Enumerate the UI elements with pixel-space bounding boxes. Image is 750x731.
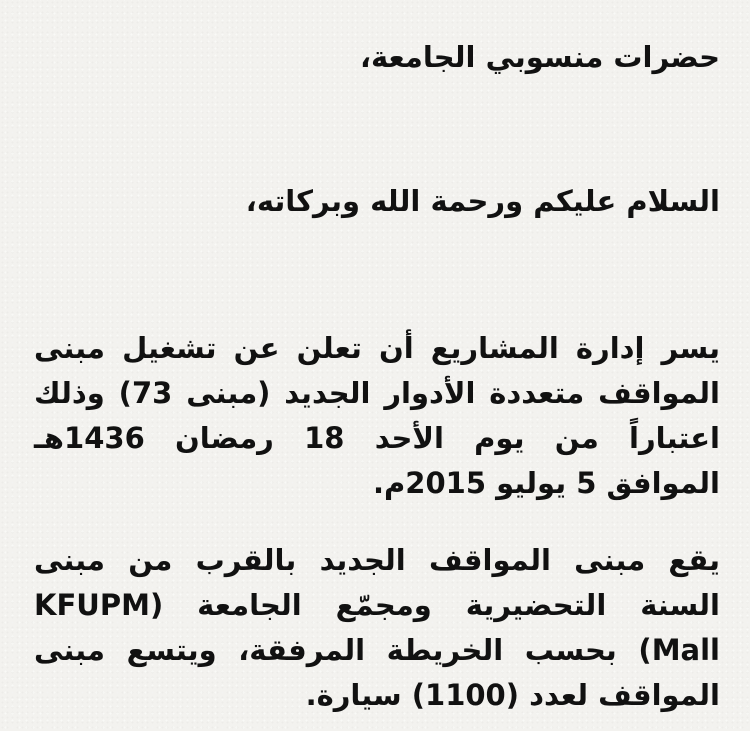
paragraph-line: المواقف متعددة الأدوار الجديد (مبنى 73) وذلك: [34, 376, 720, 410]
salutation-line: حضرات منسوبي الجامعة،: [359, 40, 720, 74]
paragraph-line: السنة التحضيرية ومجمّع الجامعة (KFUPM: [34, 588, 720, 622]
paragraph-line: يسر إدارة المشاريع أن تعلن عن تشغيل مبنى: [34, 331, 720, 365]
paragraph-line: Mall) بحسب الخريطة المرفقة، ويتسع مبنى: [34, 633, 720, 667]
announcement-paragraph-location: [34, 538, 720, 718]
announcement-paragraph-opening: [34, 326, 720, 506]
paragraph-line: المواقف لعدد (1100) سيارة.: [305, 678, 720, 712]
paragraph-line: اعتباراً من يوم الأحد 18 رمضان 1436هـ: [34, 421, 720, 455]
paragraph-line: يقع مبنى المواقف الجديد بالقرب من مبنى: [34, 543, 720, 577]
paragraph-line: الموافق 5 يوليو 2015م.: [373, 466, 720, 500]
greeting-line: السلام عليكم ورحمة الله وبركاته،: [245, 184, 720, 218]
